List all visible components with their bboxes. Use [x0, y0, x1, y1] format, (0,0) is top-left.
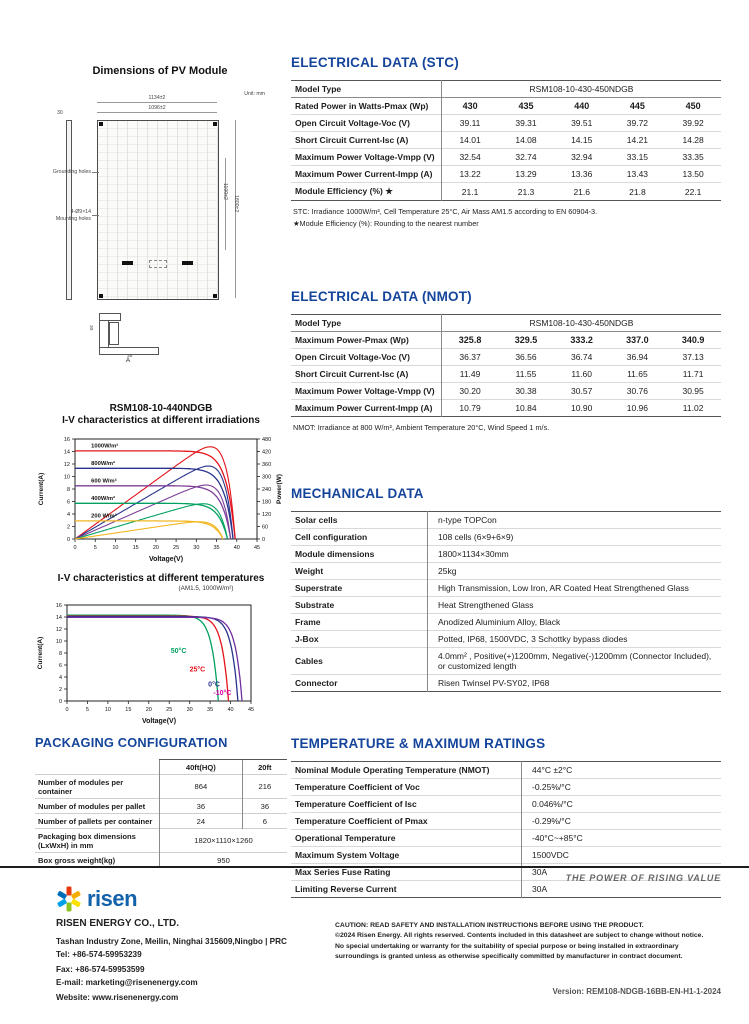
cell-value: 22.1 — [665, 183, 721, 201]
row-label: Number of pallets per container — [35, 814, 160, 829]
mounting-holes-label-2: Mounting holes — [55, 216, 91, 222]
caution-line: ©2024 Risen Energy. All rights reserved. Contents included in this datasheet are subject to change without notice. — [335, 932, 704, 940]
table-row — [291, 400, 721, 417]
row-label: Box gross weight(kg) — [35, 853, 160, 868]
svg-text:Power(W): Power(W) — [276, 474, 283, 504]
table-row — [291, 596, 721, 613]
row-value: 1500VDC — [522, 846, 722, 863]
cell-value: 10.96 — [610, 400, 666, 417]
iv-irradiance-plot — [35, 427, 287, 569]
cell-value: 10.90 — [554, 400, 610, 417]
cell-value: 11.49 — [442, 366, 499, 383]
svg-text:20: 20 — [145, 707, 152, 713]
cell-value: 329.5 — [498, 332, 554, 349]
cell-value: 14.15 — [554, 132, 610, 149]
stc-heading: ELECTRICAL DATA (STC) — [291, 55, 459, 70]
row-label: Temperature Coefficient of Pmax — [291, 812, 522, 829]
cell-value: 445 — [610, 98, 666, 115]
cell-value: 14.21 — [610, 132, 666, 149]
row-value: Heat Strengthened Glass — [428, 596, 722, 613]
side-thickness-label: 30 — [57, 110, 63, 116]
svg-text:25: 25 — [166, 707, 173, 713]
row-label: Frame — [291, 613, 428, 630]
cell-value: 440 — [554, 98, 610, 115]
row-label: Module dimensions — [291, 545, 428, 562]
svg-text:8: 8 — [58, 651, 62, 657]
company-tel: Tel: +86-574-59953239 — [56, 949, 142, 959]
company-website: Website: www.risenenergy.com — [56, 992, 179, 1002]
svg-text:5: 5 — [85, 707, 89, 713]
tagline: THE POWER OF RISING VALUE — [565, 873, 721, 883]
row-value: Potted, IP68, 1500VDC, 3 Schottky bypass diodes — [428, 630, 722, 647]
svg-text:0: 0 — [66, 537, 70, 543]
svg-text:360: 360 — [262, 462, 272, 468]
row-label: Superstrate — [291, 579, 428, 596]
svg-text:0: 0 — [65, 707, 69, 713]
svg-text:10: 10 — [104, 707, 111, 713]
packaging-heading: PACKAGING CONFIGURATION — [35, 735, 228, 750]
cell-value: 11.71 — [665, 366, 721, 383]
svg-text:8: 8 — [66, 487, 70, 493]
row-label: Cell configuration — [291, 528, 428, 545]
cell-value: 39.51 — [554, 115, 610, 132]
row-label: Open Circuit Voltage-Voc (V) — [291, 115, 442, 132]
svg-text:35: 35 — [207, 707, 214, 713]
row-label: Temperature Coefficient of Voc — [291, 778, 522, 795]
cell-value: 10.84 — [498, 400, 554, 417]
stc-note-2: ★Module Efficiency (%): Rounding to the nearest number — [293, 218, 479, 228]
cell-value: 33.15 — [610, 149, 666, 166]
row-label: Maximum Power-Pmax (Wp) — [291, 332, 442, 349]
table-row — [291, 630, 721, 647]
dimensions-title: Dimensions of PV Module — [92, 65, 228, 77]
cell-value: 14.28 — [665, 132, 721, 149]
table-row — [291, 812, 721, 829]
svg-text:6: 6 — [66, 499, 70, 506]
chart-title-model: RSM108-10-440NDGB — [109, 403, 213, 414]
svg-text:0: 0 — [262, 537, 266, 543]
caution-text — [335, 921, 727, 962]
row-label: Number of modules per pallet — [35, 799, 160, 814]
dim-width-outer: 1134±2 — [148, 95, 166, 101]
svg-text:5: 5 — [93, 545, 97, 551]
cell-value: 13.43 — [610, 166, 666, 183]
table-row — [291, 366, 721, 383]
cell-value: 11.65 — [610, 366, 666, 383]
cell-value: 450 — [665, 98, 721, 115]
svg-text:10: 10 — [63, 474, 70, 481]
cell-value: 14.01 — [442, 132, 499, 149]
mounting-holes-label-1: 4-Ø9×14 — [70, 209, 91, 215]
cell-value: 39.92 — [665, 115, 721, 132]
cell-value: 13.29 — [498, 166, 554, 183]
cell-value: 333.2 — [554, 332, 610, 349]
row-label: Substrate — [291, 596, 428, 613]
frame-groove — [109, 322, 119, 345]
cell-value: 39.31 — [498, 115, 554, 132]
cell-value: 11.02 — [665, 400, 721, 417]
table-row — [291, 511, 721, 528]
cell-value: 39.72 — [610, 115, 666, 132]
temperature-heading: TEMPERATURE & MAXIMUM RATINGS — [291, 735, 546, 751]
svg-text:40: 40 — [227, 707, 234, 713]
row-label: Maximum Power Voltage-Vmpp (V) — [291, 149, 442, 166]
row-label: Number of modules per container — [35, 775, 160, 799]
leader-line — [92, 215, 99, 216]
cell-value: 1820×1110×1260 — [160, 829, 288, 853]
svg-text:10: 10 — [55, 639, 62, 645]
cell-value: 6 — [242, 814, 287, 829]
row-value: -0.29%/°C — [522, 812, 722, 829]
dim-line — [97, 102, 217, 103]
iv-irradiance-chart — [35, 403, 287, 574]
cell-value: 36.94 — [610, 349, 666, 366]
table-row — [291, 579, 721, 596]
packaging-table — [35, 759, 287, 868]
svg-text:6: 6 — [58, 663, 62, 669]
cell-value: 30.57 — [554, 383, 610, 400]
row-value: 108 cells (6×9+6×9) — [428, 528, 722, 545]
cell-value: 325.8 — [442, 332, 499, 349]
row-label: Maximum Power Voltage-Vmpp (V) — [291, 383, 442, 400]
right-column — [291, 55, 721, 898]
svg-text:Voltage(V): Voltage(V) — [141, 718, 177, 725]
header-cell — [35, 760, 160, 775]
row-value: 25kg — [428, 562, 722, 579]
corner-mark — [99, 122, 103, 126]
cell-value: 13.22 — [442, 166, 499, 183]
table-row — [291, 115, 721, 132]
table-row — [291, 846, 721, 863]
cell-value: 340.9 — [665, 332, 721, 349]
row-label: Solar cells — [291, 511, 428, 528]
table-row — [291, 647, 721, 674]
dim-height: 1800±2 — [233, 195, 239, 213]
chart-subtitle-temperature: (AM1.5, 1000W/m²) — [178, 585, 234, 592]
svg-text:1000W/m²: 1000W/m² — [91, 443, 119, 450]
cell-value: 21.3 — [498, 183, 554, 201]
svg-text:Current(A): Current(A) — [37, 636, 44, 670]
header-cell: 20ft — [242, 760, 287, 775]
table-row — [291, 149, 721, 166]
grounding-holes-label: Grounding holes — [52, 169, 91, 175]
stc-note-1: STC: Irradiance 1000W/m², Cell Temperature 25°C, Air Mass AM1.5 according to EN 60904-3. — [293, 207, 598, 216]
table-row — [35, 814, 287, 829]
row-label: Model Type — [291, 315, 442, 332]
svg-text:300: 300 — [262, 474, 272, 481]
row-value: 4.0mm² , Positive(+)1200mm, Negative(-)1200mm (Connector Included), or customized length — [428, 647, 722, 674]
svg-text:180: 180 — [262, 499, 272, 506]
row-value: 0.046%/°C — [522, 795, 722, 812]
cell-value: 37.13 — [665, 349, 721, 366]
svg-text:-10°C: -10°C — [213, 690, 232, 697]
nmot-heading: ELECTRICAL DATA (NMOT) — [291, 289, 472, 304]
svg-text:600 W/m²: 600 W/m² — [91, 478, 117, 485]
cell-value: 32.94 — [554, 149, 610, 166]
row-value: Risen Twinsel PV-SY02, IP68 — [428, 674, 722, 691]
svg-text:15: 15 — [125, 707, 132, 713]
cell-value: 21.1 — [442, 183, 499, 201]
caution-line: No special undertaking or warranty for the suitability of special purpose or being installed in extraordinary — [335, 942, 679, 950]
cell-value: 11.60 — [554, 366, 610, 383]
cell-value: 32.74 — [498, 149, 554, 166]
row-label: Max Series Fuse Rating — [291, 863, 522, 880]
table-row — [291, 383, 721, 400]
cell-value: 33.35 — [665, 149, 721, 166]
table-row — [291, 332, 721, 349]
row-value: High Transmission, Low Iron, AR Coated Heat Strengthened Glass — [428, 579, 722, 596]
svg-text:30: 30 — [193, 545, 200, 551]
svg-text:Current(A): Current(A) — [38, 472, 45, 506]
cell-value: 36 — [242, 799, 287, 814]
leader-line — [92, 172, 99, 173]
module-front-view — [97, 120, 219, 300]
table-row — [291, 81, 721, 98]
junction-box-mark — [122, 261, 133, 265]
svg-text:30: 30 — [186, 707, 193, 713]
caution-line: surroundings is granted unless as otherwise specifically committed by manufacturer in contract document. — [335, 952, 683, 960]
svg-text:0: 0 — [58, 699, 62, 705]
table-row — [291, 315, 721, 332]
svg-text:400W/m²: 400W/m² — [91, 495, 116, 502]
model-value: RSM108-10-430-450NDGB — [442, 315, 722, 332]
svg-text:16: 16 — [63, 437, 70, 443]
packaging-section — [35, 735, 287, 868]
svg-text:45: 45 — [247, 707, 255, 713]
dim-mount: 1100±2 — [222, 183, 228, 200]
drawing-unit-label: Unit: mm — [244, 91, 265, 97]
frame-cross-section — [88, 309, 167, 365]
nmot-table — [291, 314, 721, 417]
svg-text:2: 2 — [66, 524, 70, 531]
risen-pinwheel-icon — [55, 885, 83, 913]
table-row — [35, 829, 287, 853]
company-info — [56, 918, 287, 1005]
dim-width-inner: 1096±2 — [148, 105, 166, 111]
cell-value: 10.79 — [442, 400, 499, 417]
svg-text:25°C: 25°C — [189, 666, 206, 674]
cell-value: 21.8 — [610, 183, 666, 201]
cell-value: 30.20 — [442, 383, 499, 400]
table-row — [291, 674, 721, 691]
svg-text:50°C: 50°C — [170, 648, 187, 655]
cell-value: 216 — [242, 775, 287, 799]
caution-line: CAUTION: READ SAFETY AND INSTALLATION INSTRUCTIONS BEFORE USING THE PRODUCT. — [335, 922, 644, 929]
cell-value: 36.37 — [442, 349, 499, 366]
mechanical-table — [291, 511, 721, 692]
junction-box-dashed — [149, 260, 167, 268]
cell-value: 21.6 — [554, 183, 610, 201]
table-row — [291, 545, 721, 562]
svg-text:480: 480 — [262, 437, 272, 443]
svg-text:420: 420 — [262, 449, 272, 456]
row-value: Anodized Aluminium Alloy, Black — [428, 613, 722, 630]
row-label: Maximum System Voltage — [291, 846, 522, 863]
cell-value: 30.76 — [610, 383, 666, 400]
nmot-note: NMOT: Irradiance at 800 W/m², Ambient Temperature 20°C, Wind Speed 1 m/s. — [293, 423, 550, 432]
table-row — [291, 829, 721, 846]
row-label: Maximum Power Current-Impp (A) — [291, 166, 442, 183]
table-row — [291, 166, 721, 183]
cell-value: 430 — [442, 98, 499, 115]
table-row — [291, 613, 721, 630]
svg-text:40: 40 — [233, 545, 240, 551]
section-width-label: 35 — [127, 354, 133, 359]
corner-mark — [99, 294, 103, 298]
chart-title-temperature: I-V characteristics at different temperatures — [57, 573, 265, 584]
table-row — [291, 778, 721, 795]
table-row — [291, 562, 721, 579]
cell-value: 30.95 — [665, 383, 721, 400]
row-label: Weight — [291, 562, 428, 579]
row-value: n-type TOPCon — [438, 514, 497, 525]
cell-value: 11.55 — [498, 366, 554, 383]
svg-text:25: 25 — [173, 545, 180, 551]
svg-text:60: 60 — [262, 524, 269, 531]
table-row — [35, 775, 287, 799]
dim-line — [225, 158, 226, 250]
cell-value: 36 — [160, 799, 243, 814]
corner-mark — [213, 122, 217, 126]
cell-value: 36.56 — [498, 349, 554, 366]
section-height-label: 30 — [88, 325, 93, 331]
iv-temperature-chart — [35, 573, 287, 736]
svg-text:120: 120 — [262, 512, 272, 518]
row-label: Short Circuit Current-Isc (A) — [291, 366, 442, 383]
iv-temperature-plot — [35, 593, 287, 731]
row-label: Connector — [291, 674, 428, 691]
svg-text:15: 15 — [132, 545, 139, 551]
row-label: Module Efficiency (%) ★ — [291, 183, 442, 201]
row-label: Maximum Power Current-Impp (A) — [291, 400, 442, 417]
company-name: RISEN ENERGY CO., LTD. — [56, 918, 179, 929]
footer-divider — [0, 866, 749, 868]
company-fax: Fax: +86-574-59953599 — [56, 965, 145, 975]
row-label: Packaging box dimensions (LxWxH) in mm — [35, 829, 160, 853]
row-value: -0.25%/°C — [522, 778, 722, 795]
cell-value: 14.08 — [498, 132, 554, 149]
header-cell: 40ft(HQ) — [160, 760, 243, 775]
svg-text:240: 240 — [262, 487, 272, 493]
svg-text:16: 16 — [55, 603, 62, 609]
cell-value: 13.36 — [554, 166, 610, 183]
svg-text:Voltage(V): Voltage(V) — [148, 556, 184, 563]
corner-mark — [213, 294, 217, 298]
svg-text:12: 12 — [55, 627, 62, 633]
table-row — [291, 98, 721, 115]
row-value: 30A — [522, 863, 722, 880]
junction-box-mark — [182, 261, 193, 265]
risen-logo-text: risen — [87, 886, 138, 911]
svg-text:4: 4 — [58, 675, 62, 681]
company-address: Tashan Industry Zone, Meilin, Ninghai 315609,Ningbo | PRC — [56, 936, 287, 946]
cell-value: 24 — [160, 814, 243, 829]
row-label: Nominal Module Operating Temperature (NMOT) — [291, 761, 522, 778]
row-label: Rated Power in Watts-Pmax (Wp) — [291, 98, 442, 115]
cell-value: 32.54 — [442, 149, 499, 166]
dim-line — [97, 112, 217, 113]
table-row — [35, 799, 287, 814]
row-label: Short Circuit Current-Isc (A) — [291, 132, 442, 149]
row-value: -40°C~+85°C — [522, 829, 722, 846]
table-row — [291, 132, 721, 149]
svg-text:2: 2 — [58, 687, 62, 693]
frame-top-flange — [99, 313, 121, 321]
module-dimension-drawing — [35, 83, 287, 365]
cell-value: 36.74 — [554, 349, 610, 366]
row-label: Cables — [291, 647, 428, 674]
cell-value: 30.38 — [498, 383, 554, 400]
row-label: Open Circuit Voltage-Voc (V) — [291, 349, 442, 366]
svg-text:200 W/m²: 200 W/m² — [91, 513, 117, 520]
cell-value: 864 — [160, 775, 243, 799]
cell-value: 39.11 — [442, 115, 499, 132]
risen-logo — [55, 884, 137, 914]
svg-text:14: 14 — [55, 615, 62, 621]
cell-value: 337.0 — [610, 332, 666, 349]
table-row — [291, 528, 721, 545]
stc-table — [291, 80, 721, 201]
svg-text:800W/m²: 800W/m² — [91, 460, 116, 467]
table-row — [291, 761, 721, 778]
row-label: Model Type — [291, 81, 442, 98]
svg-text:0: 0 — [73, 545, 77, 551]
svg-text:45: 45 — [253, 545, 261, 551]
mechanical-heading: MECHANICAL DATA — [291, 485, 424, 501]
table-header-row — [35, 760, 287, 775]
row-label: J-Box — [291, 630, 428, 647]
model-value: RSM108-10-430-450NDGB — [442, 81, 722, 98]
table-row — [291, 183, 721, 201]
row-label: Operational Temperature — [291, 829, 522, 846]
svg-text:0°C: 0°C — [208, 681, 220, 689]
svg-text:10: 10 — [112, 545, 119, 551]
section-label: A — [125, 357, 131, 364]
table-row — [291, 795, 721, 812]
cell-value: 435 — [498, 98, 554, 115]
cell-value: 950 — [160, 853, 288, 868]
row-label: Limiting Reverse Current — [291, 880, 522, 897]
row-value: 30A — [522, 880, 722, 897]
row-label: Temperature Coefficient of Isc — [291, 795, 522, 812]
table-row — [291, 349, 721, 366]
version-label: Version: REM108-NDGB-16BB-EN-H1-1-2024 — [552, 987, 721, 996]
svg-text:14: 14 — [63, 449, 70, 456]
row-value: 44°C ±2°C — [532, 764, 573, 775]
chart-title-irradiance: I-V characteristics at different irradiations — [62, 415, 260, 426]
company-email: E-mail: marketing@risenenergy.com — [56, 978, 198, 988]
svg-text:20: 20 — [152, 545, 159, 551]
svg-text:35: 35 — [213, 545, 220, 551]
row-value: 1800×1134×30mm — [428, 545, 722, 562]
cell-value: 13.50 — [665, 166, 721, 183]
svg-text:4: 4 — [66, 512, 70, 518]
svg-text:12: 12 — [63, 462, 70, 468]
